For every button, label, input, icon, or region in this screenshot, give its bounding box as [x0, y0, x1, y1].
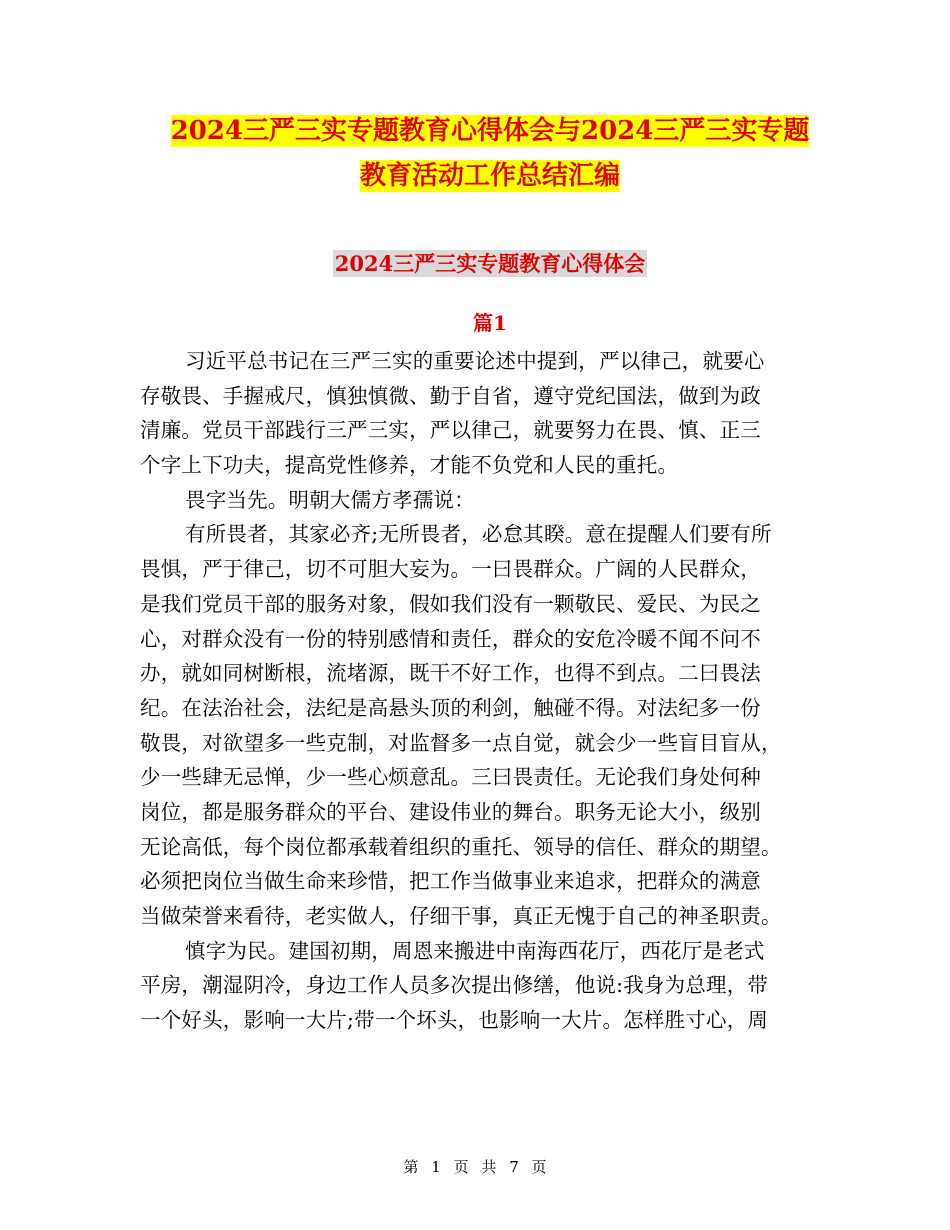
body-line: 一个好头，影响一大片;带一个坏头，也影响一大片。怎样胜寸心，周	[140, 1008, 769, 1033]
document-title-line-1-text: 2024三严三实专题教育心得体会与2024三严三实专题	[170, 116, 810, 146]
footer-page-unit: 页	[453, 1158, 469, 1176]
document-title-line-2	[140, 158, 840, 194]
body-line: 无论高低，每个岗位都承载着组织的重托、领导的信任、群众的期望。	[140, 834, 782, 859]
section-heading-text: 2024三严三实专题教育心得体会	[334, 251, 646, 276]
body-line: 敬畏，对欲望多一些克制，对监督多一点自觉，就会少一些盲目盲从，	[140, 730, 782, 755]
chapter-label: 篇1	[473, 311, 507, 335]
body-line: 办，就如同树断根，流堵源，既干不好工作，也得不到点。二曰畏法	[140, 661, 761, 686]
body-line: 是我们党员干部的服务对象，假如我们没有一颗敬民、爱民、为民之	[140, 591, 761, 616]
footer-total-unit: 页	[531, 1158, 547, 1176]
body-line: 当做荣誉来看待，老实做人，仔细干事，真正无愧于自己的神圣职责。	[140, 904, 782, 928]
document-title-line-2-text: 教育活动工作总结汇编	[359, 161, 620, 191]
body-line: 岗位，都是服务群众的平台、建设伟业的舞台。职务无论大小，级别	[140, 799, 761, 824]
body-line: 平房，潮湿阴冷，身边工作人员多次提出修缮，他说:我身为总理，带	[140, 973, 769, 998]
footer-page-number: 1	[431, 1158, 441, 1176]
body-line: 有所畏者，其家必齐;无所畏者，必怠其睽。意在提醒人们要有所	[185, 522, 772, 547]
body-line: 个字上下功夫，提高党性修养，才能不负党和人民的重托。	[140, 453, 679, 478]
footer-total-pages: 7	[509, 1158, 519, 1176]
body-line: 心，对群众没有一份的特别感情和责任，群众的安危冷暖不闻不问不	[140, 626, 761, 651]
body-line: 畏字当先。明朝大儒方孝孺说：	[185, 487, 475, 512]
body-line: 清廉。党员干部践行三严三实，严以律己，就要努力在畏、慎、正三	[140, 418, 761, 443]
body-line: 习近平总书记在三严三实的重要论述中提到，严以律己，就要心	[185, 349, 765, 373]
body-line: 存敬畏、手握戒尺，慎独慎微、勤于自省，遵守党纪国法，做到为政	[140, 383, 761, 408]
body-line: 畏惧，严于律己，切不可胆大妄为。一曰畏群众。广阔的人民群众，	[140, 557, 761, 582]
section-heading	[140, 248, 840, 280]
footer-prefix: 第	[403, 1158, 419, 1176]
body-line: 少一些肆无忌惮，少一些心烦意乱。三曰畏责任。无论我们身处何种	[140, 765, 761, 790]
body-line: 慎字为民。建国初期，周恩来搬进中南海西花厅，西花厅是老式	[185, 938, 765, 963]
body-text	[140, 344, 812, 1038]
body-line: 必须把岗位当做生命来珍惜，把工作当做事业来追求，把群众的满意	[140, 869, 761, 894]
body-line: 纪。在法治社会，法纪是高悬头顶的利剑，触碰不得。对法纪多一份	[140, 695, 761, 720]
footer-total-prefix: 共	[481, 1158, 497, 1176]
page-footer	[0, 1157, 950, 1177]
document-title-line-1	[140, 113, 840, 149]
